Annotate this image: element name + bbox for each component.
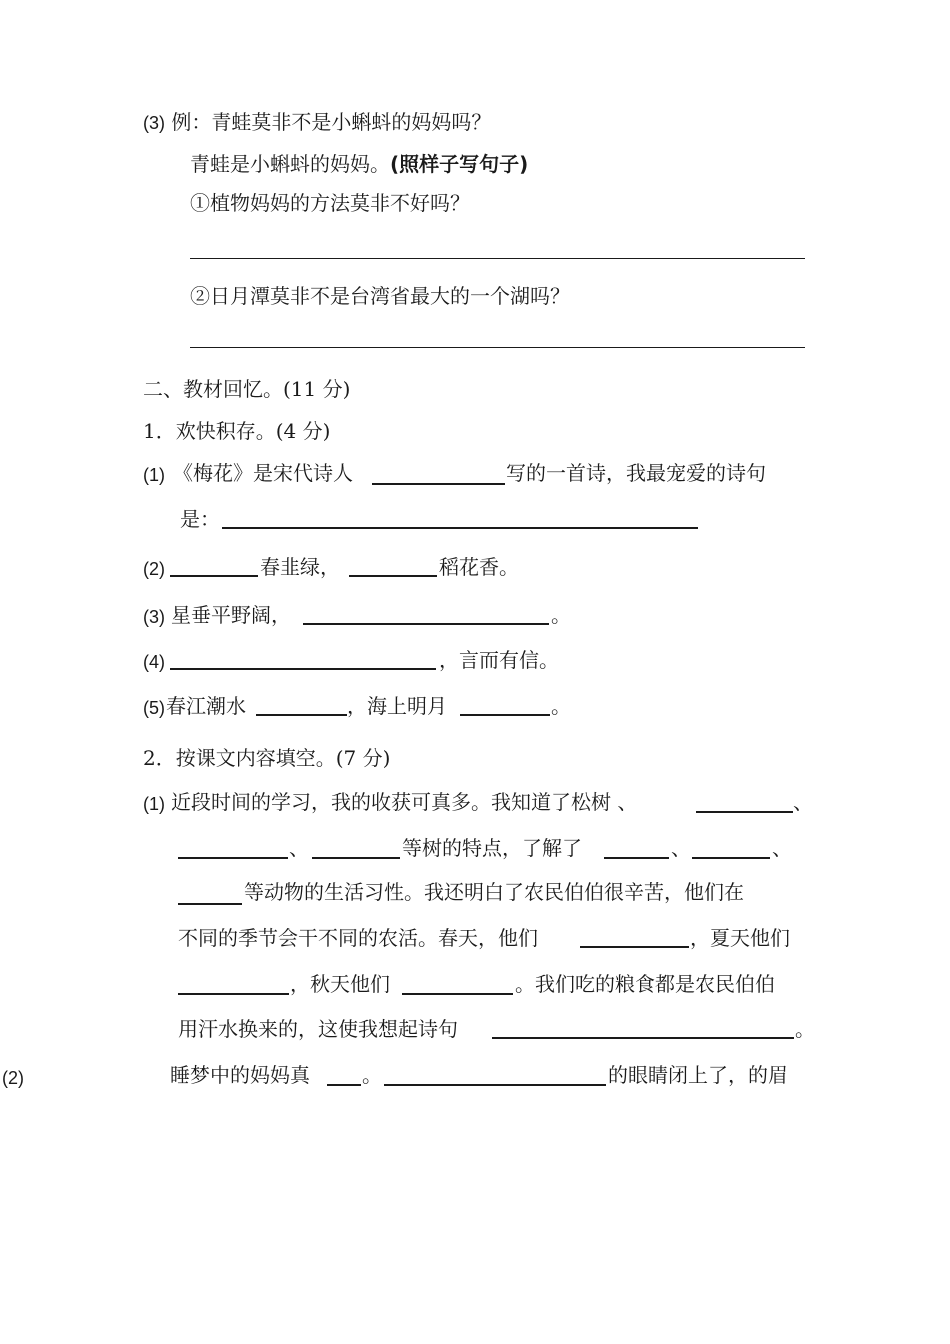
p2-item1-l6b: 。 — [795, 1017, 815, 1041]
p1-item3-label: (3) — [143, 607, 165, 627]
p2-item2-label: (2) — [2, 1068, 24, 1088]
p1-item1-verse-blank[interactable] — [222, 527, 698, 529]
p2-item1-tree-blank-2[interactable] — [178, 857, 288, 859]
p1-item3-blank[interactable] — [303, 623, 549, 625]
q3-item2-answer-blank[interactable] — [190, 347, 805, 348]
p1-item5-label: (5) — [143, 698, 165, 718]
p2-item1-l5a: ，秋天他们 — [290, 972, 390, 996]
p2-item1-l2b: 等树的特点，了解了 — [402, 836, 582, 860]
p1-item4-label: (4) — [143, 652, 165, 672]
p1-item5-text-b: ，海上明月 — [347, 694, 447, 718]
p2-item1-animal-blank-2[interactable] — [692, 857, 770, 859]
p2-item1-l2d: 、 — [772, 836, 792, 860]
p1-item5-blank-b[interactable] — [460, 714, 550, 716]
p1-item1-poet-blank[interactable] — [372, 483, 505, 485]
q3-instruction: (照样子写句子) — [390, 152, 529, 176]
p1-item1-text-b: 写的一首诗，我最宠爱的诗句 — [506, 461, 766, 485]
q3-example-prompt: 例：青蛙莫非不是小蝌蚪的妈妈吗？ — [171, 110, 492, 134]
p1-item5-text-c: 。 — [551, 694, 571, 718]
p1-item2-label: (2) — [143, 559, 165, 579]
p2-item1-animal-blank-3[interactable] — [178, 903, 242, 905]
q3-item2: ②日月潭莫非不是台湾省最大的一个湖吗？ — [190, 284, 570, 308]
p2-item1-l1b: 、 — [793, 790, 813, 814]
p2-item1-spring-blank[interactable] — [580, 946, 689, 948]
p2-item1-l1a: 近段时间的学习，我的收获可真多。我知道了松树 、 — [171, 790, 638, 814]
part2-heading: 2．按课文内容填空。(7 分) — [143, 746, 391, 770]
p2-item1-tree-blank-1[interactable] — [696, 811, 793, 813]
p1-item1-label: (1) — [143, 465, 165, 485]
p2-item1-label: (1) — [143, 794, 165, 814]
p1-item5-blank-a[interactable] — [256, 714, 347, 716]
part1-heading: 1．欢快积存。(4 分) — [143, 419, 331, 443]
p2-item1-l3a: 等动物的生活习性。我还明白了农民伯伯很辛苦，他们在 — [244, 880, 744, 904]
p1-item2-text-b: 稻花香。 — [439, 555, 519, 579]
p2-item1-l5b: 。我们吃的粮食都是农民伯伯 — [515, 972, 775, 996]
p2-item2-text-a: 睡梦中的妈妈真 — [170, 1063, 310, 1087]
p2-item1-autumn-blank[interactable] — [402, 993, 513, 995]
q3-example-answer: 青蛙是小蝌蚪的妈妈。 — [190, 152, 390, 176]
q3-example-line — [143, 110, 491, 135]
p2-item2-text-b: 。 — [362, 1063, 382, 1087]
p1-item1-text-c: 是： — [180, 507, 220, 531]
p1-item1-text-a: 《梅花》是宋代诗人 — [173, 461, 353, 485]
p1-item4-text-a: ，言而有信。 — [439, 648, 559, 672]
p1-item3-text-b: 。 — [551, 603, 571, 627]
section2-heading: 二、教材回忆。(11 分) — [143, 377, 351, 401]
p2-item1-l2c: 、 — [671, 836, 691, 860]
q3-label: (3) — [143, 113, 165, 133]
p2-item2-blank-b[interactable] — [384, 1084, 606, 1086]
p1-item3-text-a: 星垂平野阔， — [171, 603, 291, 627]
q3-example-answer-line — [190, 152, 528, 176]
q3-item1: ①植物妈妈的方法莫非不好吗？ — [190, 191, 470, 215]
p2-item1-tree-blank-3[interactable] — [312, 857, 400, 859]
p1-item2-blank-a[interactable] — [170, 575, 258, 577]
p2-item1-poem-blank[interactable] — [492, 1037, 794, 1039]
p1-item4-blank[interactable] — [170, 668, 436, 670]
p2-item1-l4a: 不同的季节会干不同的农活。春天，他们 — [178, 926, 538, 950]
p2-item2-blank-a[interactable] — [327, 1084, 361, 1086]
p2-item1-l4b: ，夏天他们 — [690, 926, 790, 950]
q3-item1-answer-blank[interactable] — [190, 258, 805, 259]
p2-item1-summer-blank[interactable] — [178, 993, 289, 995]
p1-item2-blank-b[interactable] — [349, 575, 437, 577]
p1-item5-text-a: 春江潮水 — [166, 694, 246, 718]
p2-item2-text-c: 的眼睛闭上了，的眉 — [608, 1063, 788, 1087]
p1-item2-text-a: 春韭绿， — [260, 555, 340, 579]
p2-item1-l6a: 用汗水换来的，这使我想起诗句 — [178, 1017, 458, 1041]
p2-item1-l2a: 、 — [289, 836, 309, 860]
p2-item1-animal-blank-1[interactable] — [604, 857, 669, 859]
